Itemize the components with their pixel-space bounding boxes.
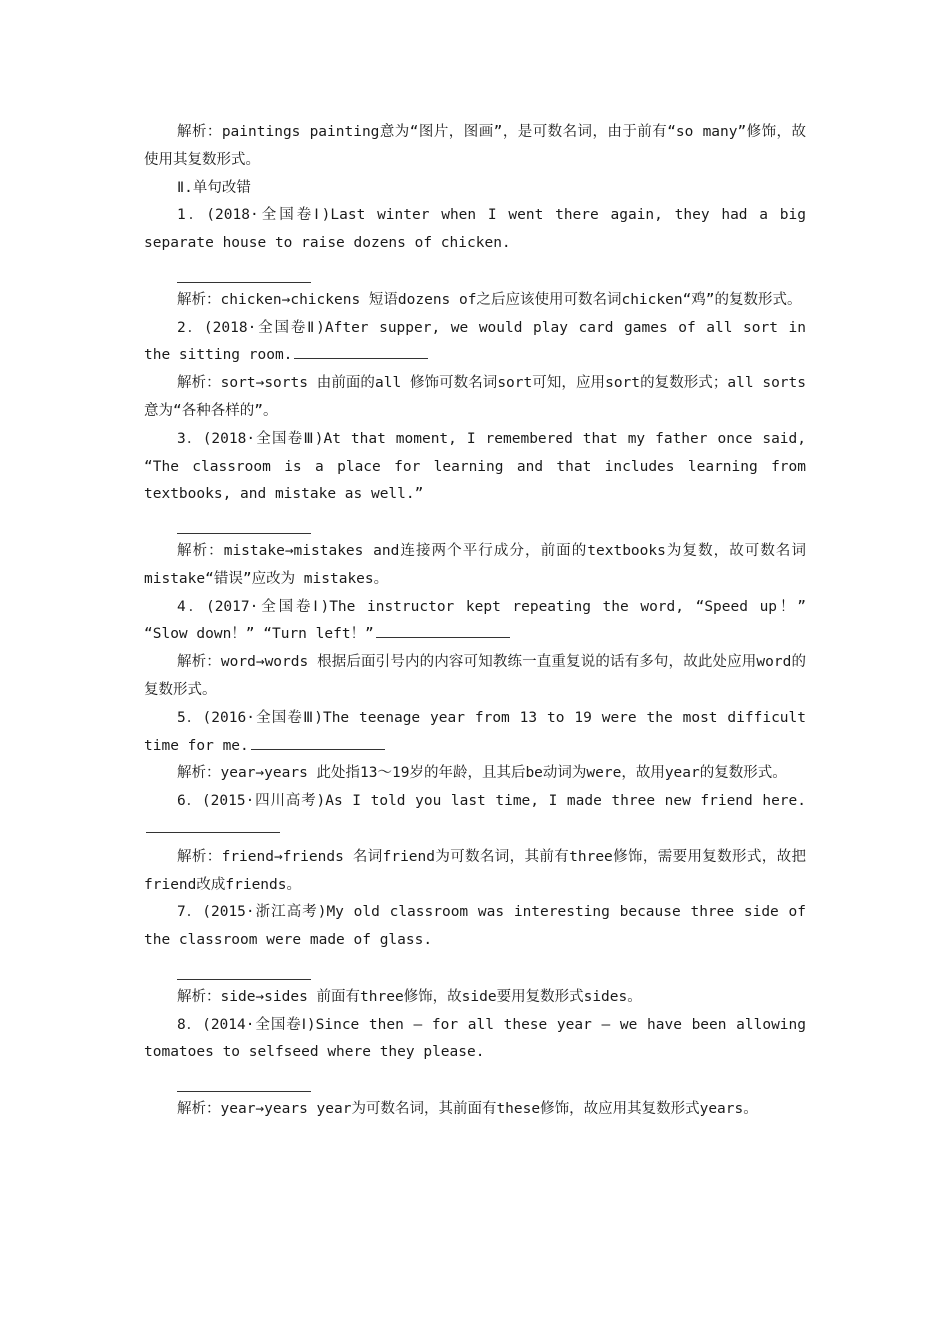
question-6-text: 6．(2015·四川高考)As I told you last time, I made three new friend here.	[177, 793, 806, 810]
answer-blank-3[interactable]	[177, 509, 311, 534]
section-heading: Ⅱ.单句改错	[177, 179, 251, 196]
answer-blank-2[interactable]	[294, 343, 428, 359]
question-5	[144, 705, 806, 761]
question-8: 8．(2014·全国卷Ⅰ)Since then — for all these year — we have been allowing tomatoes to selfseed where they please.	[144, 1016, 806, 1061]
question-4-text: 4．(2017·全国卷Ⅰ)The instructor kept repeating the word, “Speed up！” “Slow down！” “Turn left！”	[144, 598, 806, 643]
answer-blank-4[interactable]	[376, 622, 510, 638]
answer-blank-6[interactable]	[146, 817, 280, 833]
answer-blank-5[interactable]	[251, 734, 385, 750]
question-3: 3．(2018·全国卷Ⅲ)At that moment, I remembered that my father once said, “The classroom is a place for learning and that includes learning from textbooks, and mistake as well.”	[144, 430, 806, 503]
question-2	[144, 315, 806, 371]
question-7: 7．(2015·浙江高考)My old classroom was interesting because three side of the classroom were made of glass.	[144, 904, 806, 949]
answer-3: 解析：mistake→mistakes and连接两个平行成分，前面的textbooks为复数，故可数名词mistake“错误”应改为 mistakes。	[144, 542, 806, 587]
answer-7: 解析：side→sides 前面有three修饰，故side要用复数形式sides。	[177, 988, 642, 1005]
answer-1: 解析：chicken→chickens 短语dozens of之后应该使用可数名词chicken“鸡”的复数形式。	[177, 291, 802, 308]
question-6	[144, 788, 806, 844]
question-1: 1．(2018·全国卷Ⅰ)Last winter when I went there again, they had a big separate house to raise dozens of chicken.	[144, 207, 806, 252]
answer-blank-7[interactable]	[177, 955, 311, 980]
answer-blank-8[interactable]	[177, 1067, 311, 1092]
question-5-text: 5．(2016·全国卷Ⅲ)The teenage year from 13 to 19 were the most difficult time for me.	[144, 709, 806, 754]
question-2-text: 2．(2018·全国卷Ⅱ)After supper, we would play card games of all sort in the sitting room.	[144, 319, 806, 364]
answer-4: 解析：word→words 根据后面引号内的内容可知教练一直重复说的话有多句，故此处应用word的复数形式。	[144, 654, 806, 698]
answer-blank-1[interactable]	[177, 258, 311, 283]
answer-2: 解析：sort→sorts 由前面的all 修饰可数名词sort可知，应用sort的复数形式；all sorts意为“各种各样的”。	[144, 375, 806, 419]
answer-paragraph-0: 解析：paintings painting意为“图片，图画”，是可数名词，由于前有“so many”修饰，故使用其复数形式。	[144, 124, 806, 168]
answer-5: 解析：year→years 此处指13～19岁的年龄，且其后be动词为were，故用year的复数形式。	[177, 765, 787, 782]
question-4	[144, 594, 806, 650]
answer-6: 解析：friend→friends 名词friend为可数名词，其前有three修饰，需要用复数形式，故把friend改成friends。	[144, 848, 806, 893]
answer-8: 解析：year→years year为可数名词，其前面有these修饰，故应用其复数形式years。	[177, 1100, 758, 1117]
